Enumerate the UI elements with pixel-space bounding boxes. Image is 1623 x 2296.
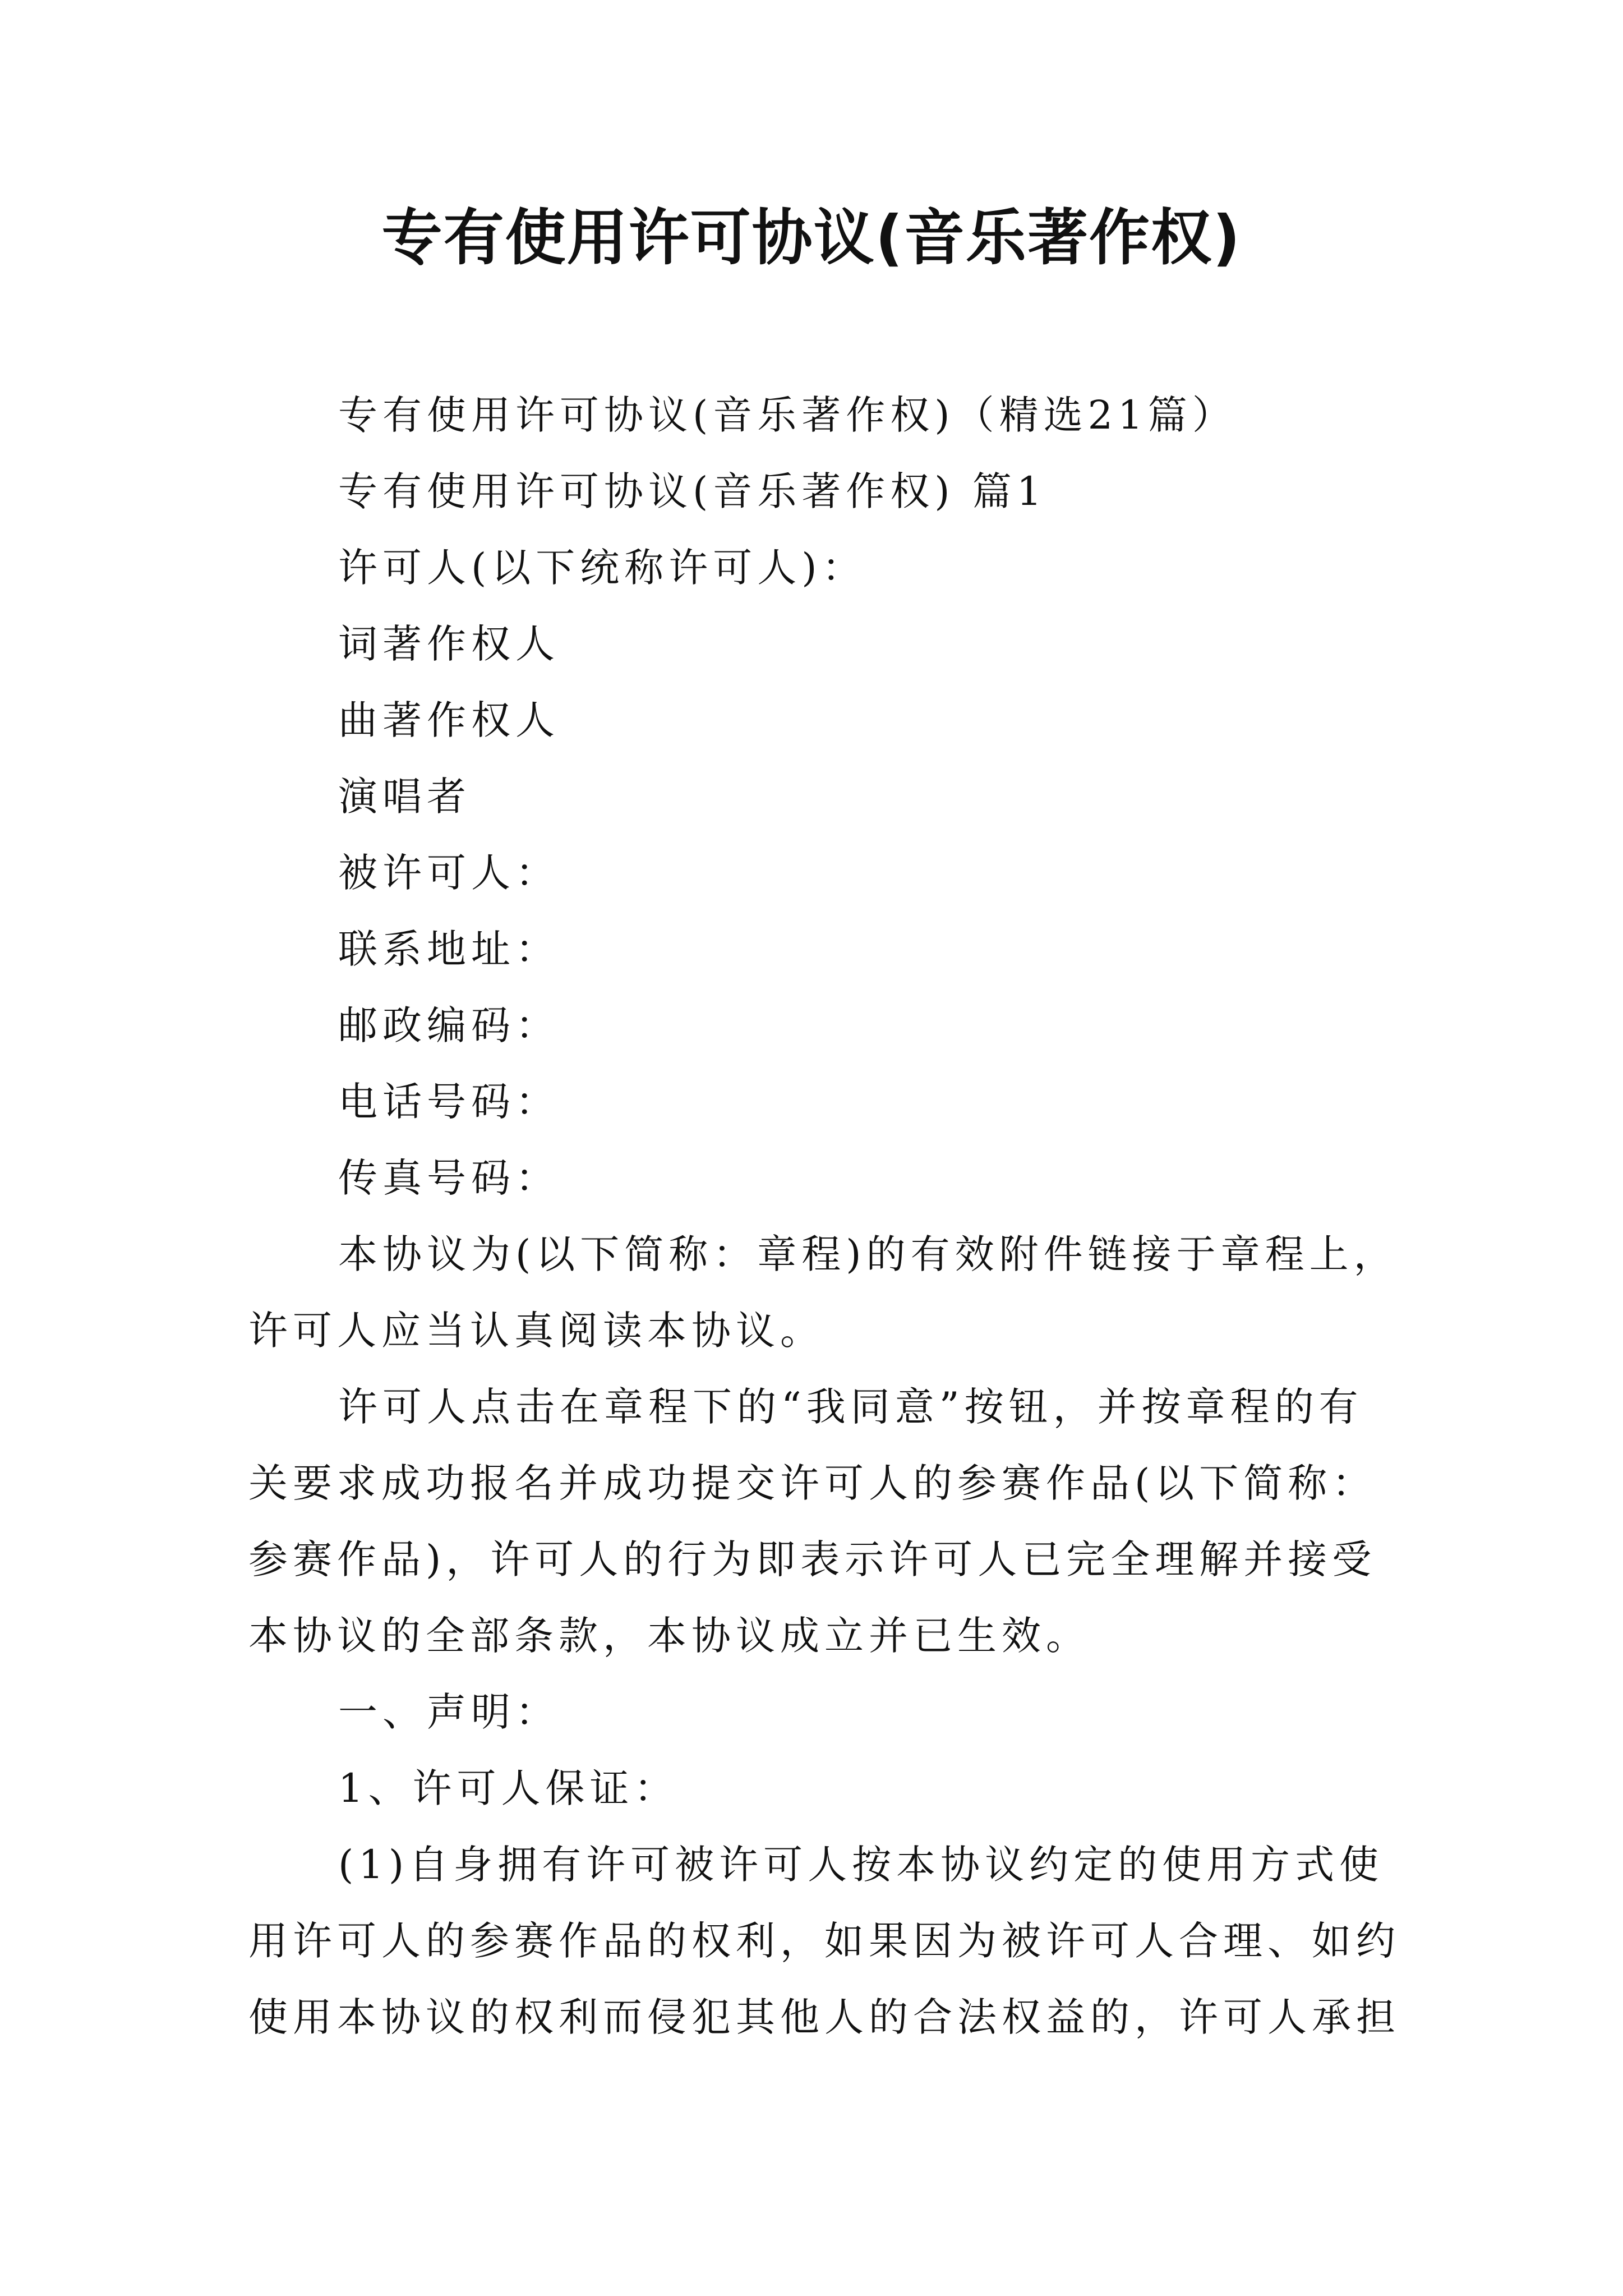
paragraph-line: 邮政编码： [338,1002,560,1048]
paragraph-line: 词著作权人 [338,621,560,667]
paragraph-line: 被许可人： [338,850,560,896]
document-title: 专有使用许可协议(音乐著作权) [381,203,1242,273]
paragraph-line: 一、声明： [338,1689,560,1735]
paragraph-line: 联系地址： [338,926,560,972]
paragraph-line: 本协议为(以下简称：章程)的有效附件链接于章程上， [338,1231,1398,1277]
paragraph-line: 许可人(以下统称许可人)： [338,545,866,591]
paragraph-line: 电话号码： [338,1079,560,1125]
paragraph-line: 曲著作权人 [338,697,560,743]
paragraph-line: 专有使用许可协议(音乐著作权) 篇1 [338,468,1047,514]
paragraph-line: 专有使用许可协议(音乐著作权)（精选21篇） [338,392,1237,438]
paragraph-line: 用许可人的参赛作品的权利，如果因为被许可人合理、如约 [248,1918,1400,1964]
paragraph-line: 许可人应当认真阅读本协议。 [248,1308,824,1354]
paragraph-line: 传真号码： [338,1155,560,1201]
paragraph-line: 关要求成功报名并成功提交许可人的参赛作品(以下简称： [248,1460,1377,1506]
paragraph-line: 1、许可人保证： [338,1765,679,1811]
document-body [248,377,1400,2055]
paragraph-line: (1)自身拥有许可被许可人按本协议约定的使用方式使 [338,1842,1384,1888]
paragraph-line: 本协议的全部条款，本协议成立并已生效。 [248,1613,1090,1659]
paragraph-line: 演唱者 [338,774,471,820]
paragraph-line: 使用本协议的权利而侵犯其他人的合法权益的，许可人承担 [248,1994,1400,2040]
paragraph-line: 参赛作品)，许可人的行为即表示许可人已完全理解并接受 [248,1536,1377,1582]
paragraph-line: 许可人点击在章程下的“我同意”按钮，并按章程的有 [338,1384,1363,1430]
